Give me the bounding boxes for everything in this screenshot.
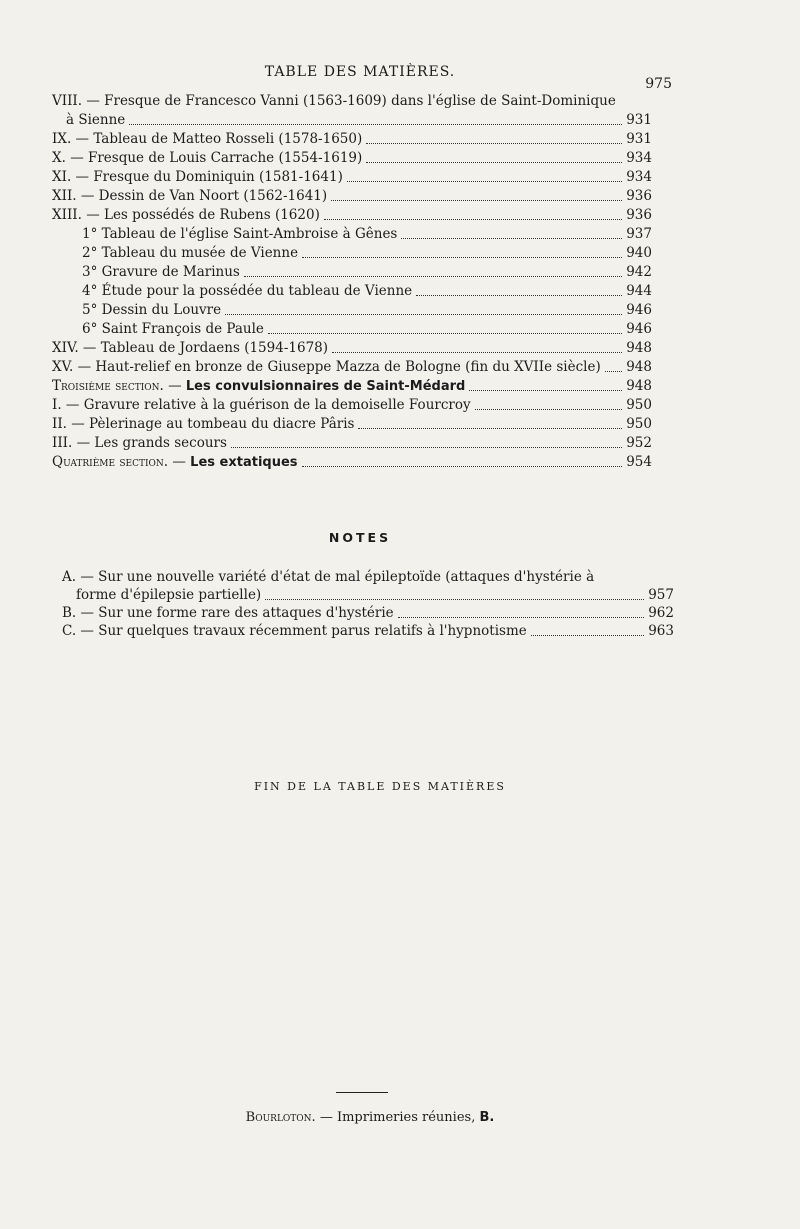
printer-imprint	[0, 1110, 740, 1125]
toc-entry: XI. — Fresque du Dominiquin (1581-1641) 934	[52, 169, 652, 185]
imprint-text: — Imprimeries réunies,	[315, 1110, 480, 1125]
toc-page-number: 940	[626, 245, 652, 261]
page-title: TABLE DES MATIÈRES.	[264, 64, 456, 80]
toc-page-number: 948	[626, 359, 652, 375]
toc-page-number: 944	[626, 283, 652, 299]
toc-page-number: 931	[626, 131, 652, 147]
page-number: 975	[645, 76, 672, 92]
toc-page-number: 931	[626, 112, 652, 128]
toc-entry: III. — Les grands secours 952	[52, 435, 652, 451]
toc-entry: X. — Fresque de Louis Carrache (1554-1619) 934	[52, 150, 652, 166]
toc-entry: 5° Dessin du Louvre 946	[82, 302, 652, 318]
toc-entry: II. — Pèlerinage au tombeau du diacre Pâris 950	[52, 416, 652, 432]
toc-entry: I. — Gravure relative à la guérison de la demoiselle Fourcroy 950	[52, 397, 652, 413]
imprint-letter: B.	[479, 1110, 495, 1125]
toc-page-number: 946	[626, 302, 652, 318]
toc-page-number: 942	[626, 264, 652, 280]
table-of-contents	[52, 92, 652, 472]
notes-heading: NOTES	[328, 530, 392, 545]
toc-page-number: 954	[626, 454, 652, 470]
toc-page-number: 948	[626, 378, 652, 394]
notes-list	[62, 568, 674, 640]
toc-page-number: 950	[626, 416, 652, 432]
toc-page-number: 936	[626, 188, 652, 204]
toc-entry: VIII. — Fresque de Francesco Vanni (1563-1609) dans l'église de Saint-Dominique	[52, 93, 616, 109]
running-head	[0, 64, 800, 92]
toc-page-number: 936	[626, 207, 652, 223]
toc-entry: XIII. — Les possédés de Rubens (1620) 936	[52, 207, 652, 223]
toc-entry: 1° Tableau de l'église Saint-Ambroise à Gênes 937	[82, 226, 652, 242]
section-label: Quatrième section. —	[52, 454, 191, 470]
toc-entry: XII. — Dessin de Van Noort (1562-1641) 936	[52, 188, 652, 204]
toc-entry: 4° Étude pour la possédée du tableau de Vienne 944	[82, 283, 652, 299]
toc-section-entry	[52, 453, 652, 472]
toc-page-number: 950	[626, 397, 652, 413]
toc-section-entry	[52, 377, 652, 396]
toc-page-number: 946	[626, 321, 652, 337]
toc-page-number: 934	[626, 169, 652, 185]
note-page-number: 962	[648, 605, 674, 621]
note-entry: B. — Sur une forme rare des attaques d'hystérie 962	[62, 605, 674, 621]
toc-entry: 3° Gravure de Marinus 942	[82, 264, 652, 280]
toc-entry: XV. — Haut-relief en bronze de Giuseppe Mazza de Bologne (fin du XVIIe siècle) 948	[52, 359, 652, 375]
divider-rule	[336, 1092, 388, 1093]
toc-entry: 6° Saint François de Paule 946	[82, 321, 652, 337]
section-label: Troisième section. —	[52, 378, 186, 394]
toc-page-number: 948	[626, 340, 652, 356]
end-of-table-heading: FIN DE LA TABLE DES MATIÈRES	[254, 780, 506, 793]
toc-page-number: 937	[626, 226, 652, 242]
note-entry: C. — Sur quelques travaux récemment parus relatifs à l'hypnotisme 963	[62, 623, 674, 639]
note-page-number: 963	[648, 623, 674, 639]
toc-page-number: 952	[626, 435, 652, 451]
toc-entry: XIV. — Tableau de Jordaens (1594-1678) 948	[52, 340, 652, 356]
note-page-number: 957	[648, 587, 674, 603]
toc-entry: à Sienne 931	[66, 112, 652, 128]
section-title: Les convulsionnaires de Saint-Médard	[185, 379, 466, 394]
toc-page-number: 934	[626, 150, 652, 166]
toc-entry: 2° Tableau du musée de Vienne 940	[82, 245, 652, 261]
toc-entry: IX. — Tableau de Matteo Rosseli (1578-1650) 931	[52, 131, 652, 147]
note-entry: forme d'épilepsie partielle) 957	[76, 587, 674, 603]
section-title: Les extatiques	[190, 455, 298, 470]
note-entry: A. — Sur une nouvelle variété d'état de mal épileptoïde (attaques d'hystérie à	[62, 569, 595, 585]
printer-name: Bourloton.	[245, 1110, 316, 1125]
